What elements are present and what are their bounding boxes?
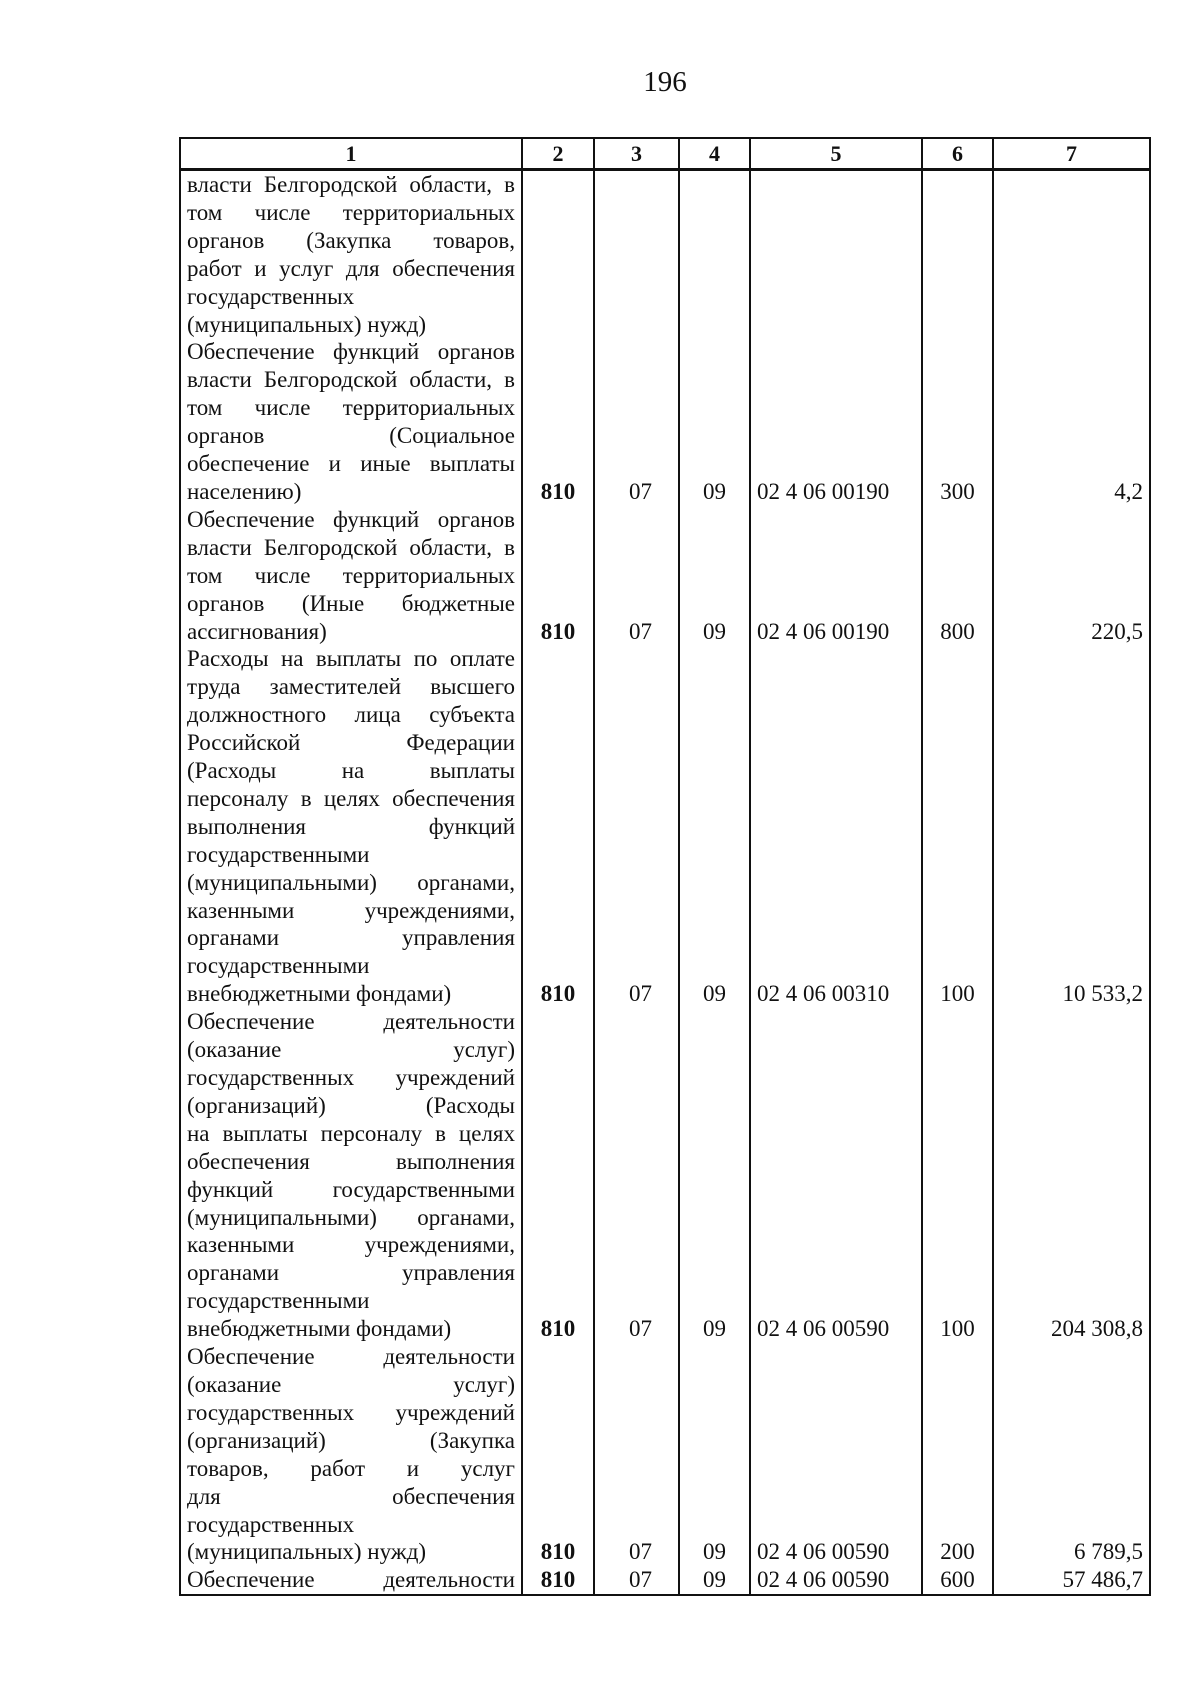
header-col-1: 1: [180, 138, 522, 170]
cell-subsection: 09: [679, 645, 750, 1008]
description-line: (оказание услуг): [187, 1371, 515, 1397]
description-line: труда заместителей высшего: [187, 674, 515, 700]
description-line: органами управления: [187, 925, 515, 951]
cell-grbs: 810: [522, 338, 594, 505]
description-line: обеспечения выполнения: [187, 1148, 515, 1174]
description-line: государственных учреждений: [187, 1065, 515, 1090]
description-line: казенными учреждениями,: [187, 1232, 515, 1258]
cell-amount: 6 789,5: [993, 1343, 1150, 1566]
cell-amount: 10 533,2: [993, 645, 1150, 1008]
cell-grbs: [522, 170, 594, 339]
row-description: [180, 1566, 522, 1595]
description-line: функций государственными: [187, 1176, 515, 1202]
description-line: Обеспечение функций органов: [187, 506, 515, 532]
description-line: Обеспечение деятельности: [187, 1009, 515, 1035]
description-line: для обеспечения: [187, 1483, 515, 1509]
table-row: [180, 1343, 1150, 1566]
description-line: персоналу в целях обеспечения: [187, 785, 515, 811]
cell-grbs: 810: [522, 1566, 594, 1595]
cell-grbs: 810: [522, 506, 594, 646]
cell-target-article: 02 4 06 00590: [750, 1008, 922, 1343]
cell-target-article: 02 4 06 00590: [750, 1343, 922, 1566]
cell-section: 07: [594, 1008, 679, 1343]
cell-subsection: 09: [679, 1343, 750, 1566]
table-row: [180, 338, 1150, 505]
description-line: органов (Закупка товаров,: [187, 227, 515, 253]
cell-expense-type: 200: [922, 1343, 993, 1566]
cell-amount: [993, 170, 1150, 339]
description-line: должностного лица субъекта: [187, 702, 515, 728]
description-line: обеспечение и иные выплаты: [187, 451, 515, 477]
cell-section: 07: [594, 1343, 679, 1566]
cell-expense-type: 300: [922, 338, 993, 505]
description-line: Обеспечение деятельности: [187, 1344, 515, 1370]
table-row: [180, 506, 1150, 646]
description-line: государственных учреждений: [187, 1399, 515, 1425]
description-line: Обеспечение функций органов: [187, 339, 515, 365]
cell-target-article: 02 4 06 00190: [750, 506, 922, 646]
header-row: [180, 138, 1150, 170]
description-line: том числе территориальных: [187, 562, 515, 588]
description-line: органов (Социальное: [187, 423, 515, 449]
cell-expense-type: 100: [922, 1008, 993, 1343]
header-col-6: 6: [922, 138, 993, 170]
cell-expense-type: [922, 170, 993, 339]
description-line: (оказание услуг): [187, 1037, 515, 1063]
cell-subsection: 09: [679, 1566, 750, 1595]
table-row: [180, 645, 1150, 1008]
cell-subsection: 09: [679, 506, 750, 646]
cell-amount: 204 308,8: [993, 1008, 1150, 1343]
description-line: (муниципальными) органами,: [187, 869, 515, 895]
cell-section: 07: [594, 338, 679, 505]
description-line: государственными: [187, 953, 370, 979]
cell-subsection: 09: [679, 338, 750, 505]
cell-subsection: [679, 170, 750, 339]
description-line: на выплаты персоналу в целях: [187, 1120, 515, 1146]
description-line: власти Белгородской области, в: [187, 367, 515, 393]
cell-expense-type: 600: [922, 1566, 993, 1595]
description-line: (организаций) (Закупка: [187, 1427, 515, 1453]
cell-target-article: 02 4 06 00590: [750, 1566, 922, 1595]
description-line: товаров, работ и услуг: [187, 1455, 515, 1481]
table-row: [180, 1008, 1150, 1343]
header-col-3: 3: [594, 138, 679, 170]
description-line: государственными: [187, 1288, 370, 1314]
row-description: [180, 645, 522, 1008]
page-number: 196: [643, 66, 687, 98]
cell-subsection: 09: [679, 1008, 750, 1343]
description-line: власти Белгородской области, в: [187, 172, 515, 197]
description-line: Расходы на выплаты по оплате: [187, 646, 515, 672]
description-line: (муниципальных) нужд): [187, 1539, 427, 1565]
cell-amount: 220,5: [993, 506, 1150, 646]
description-line: государственных: [187, 1511, 355, 1537]
header-col-4: 4: [679, 138, 750, 170]
cell-section: 07: [594, 645, 679, 1008]
table-header: [180, 138, 1150, 170]
description-line: органов (Иные бюджетные: [187, 590, 515, 616]
description-line: (организаций) (Расходы: [187, 1092, 515, 1118]
header-col-7: 7: [993, 138, 1150, 170]
row-description: [180, 1008, 522, 1343]
cell-grbs: 810: [522, 1008, 594, 1343]
cell-grbs: 810: [522, 645, 594, 1008]
description-line: том числе территориальных: [187, 395, 515, 421]
description-line: Российской Федерации: [187, 730, 515, 756]
cell-section: [594, 170, 679, 339]
budget-table: [179, 137, 1151, 1596]
description-line: работ и услуг для обеспечения: [187, 255, 515, 281]
description-line: казенными учреждениями,: [187, 897, 515, 923]
row-description: [180, 338, 522, 505]
row-description: [180, 170, 522, 339]
description-line: государственными: [187, 841, 370, 867]
description-line: внебюджетными фондами): [187, 1316, 452, 1342]
cell-expense-type: 800: [922, 506, 993, 646]
description-line: (Расходы на выплаты: [187, 758, 515, 784]
cell-section: 07: [594, 1566, 679, 1595]
row-description: [180, 506, 522, 646]
table-row: [180, 1566, 1150, 1595]
cell-section: 07: [594, 506, 679, 646]
description-line: внебюджетными фондами): [187, 981, 452, 1007]
cell-expense-type: 100: [922, 645, 993, 1008]
cell-amount: 57 486,7: [993, 1566, 1150, 1595]
table-row: [180, 170, 1150, 339]
cell-target-article: 02 4 06 00310: [750, 645, 922, 1008]
description-line: государственных: [187, 283, 355, 309]
row-description: [180, 1343, 522, 1566]
cell-target-article: 02 4 06 00190: [750, 338, 922, 505]
description-line: ассигнования): [187, 618, 327, 644]
description-line: Обеспечение деятельности: [187, 1567, 515, 1593]
cell-grbs: 810: [522, 1343, 594, 1566]
description-line: выполнения функций: [187, 813, 515, 839]
description-line: органами управления: [187, 1260, 515, 1286]
cell-amount: 4,2: [993, 338, 1150, 505]
header-col-5: 5: [750, 138, 922, 170]
description-line: населению): [187, 478, 302, 504]
description-line: том числе территориальных: [187, 199, 515, 225]
cell-target-article: [750, 170, 922, 339]
description-line: (муниципальными) органами,: [187, 1204, 515, 1230]
header-col-2: 2: [522, 138, 594, 170]
description-line: (муниципальных) нужд): [187, 311, 427, 337]
table-body: [180, 170, 1150, 1596]
description-line: власти Белгородской области, в: [187, 534, 515, 560]
